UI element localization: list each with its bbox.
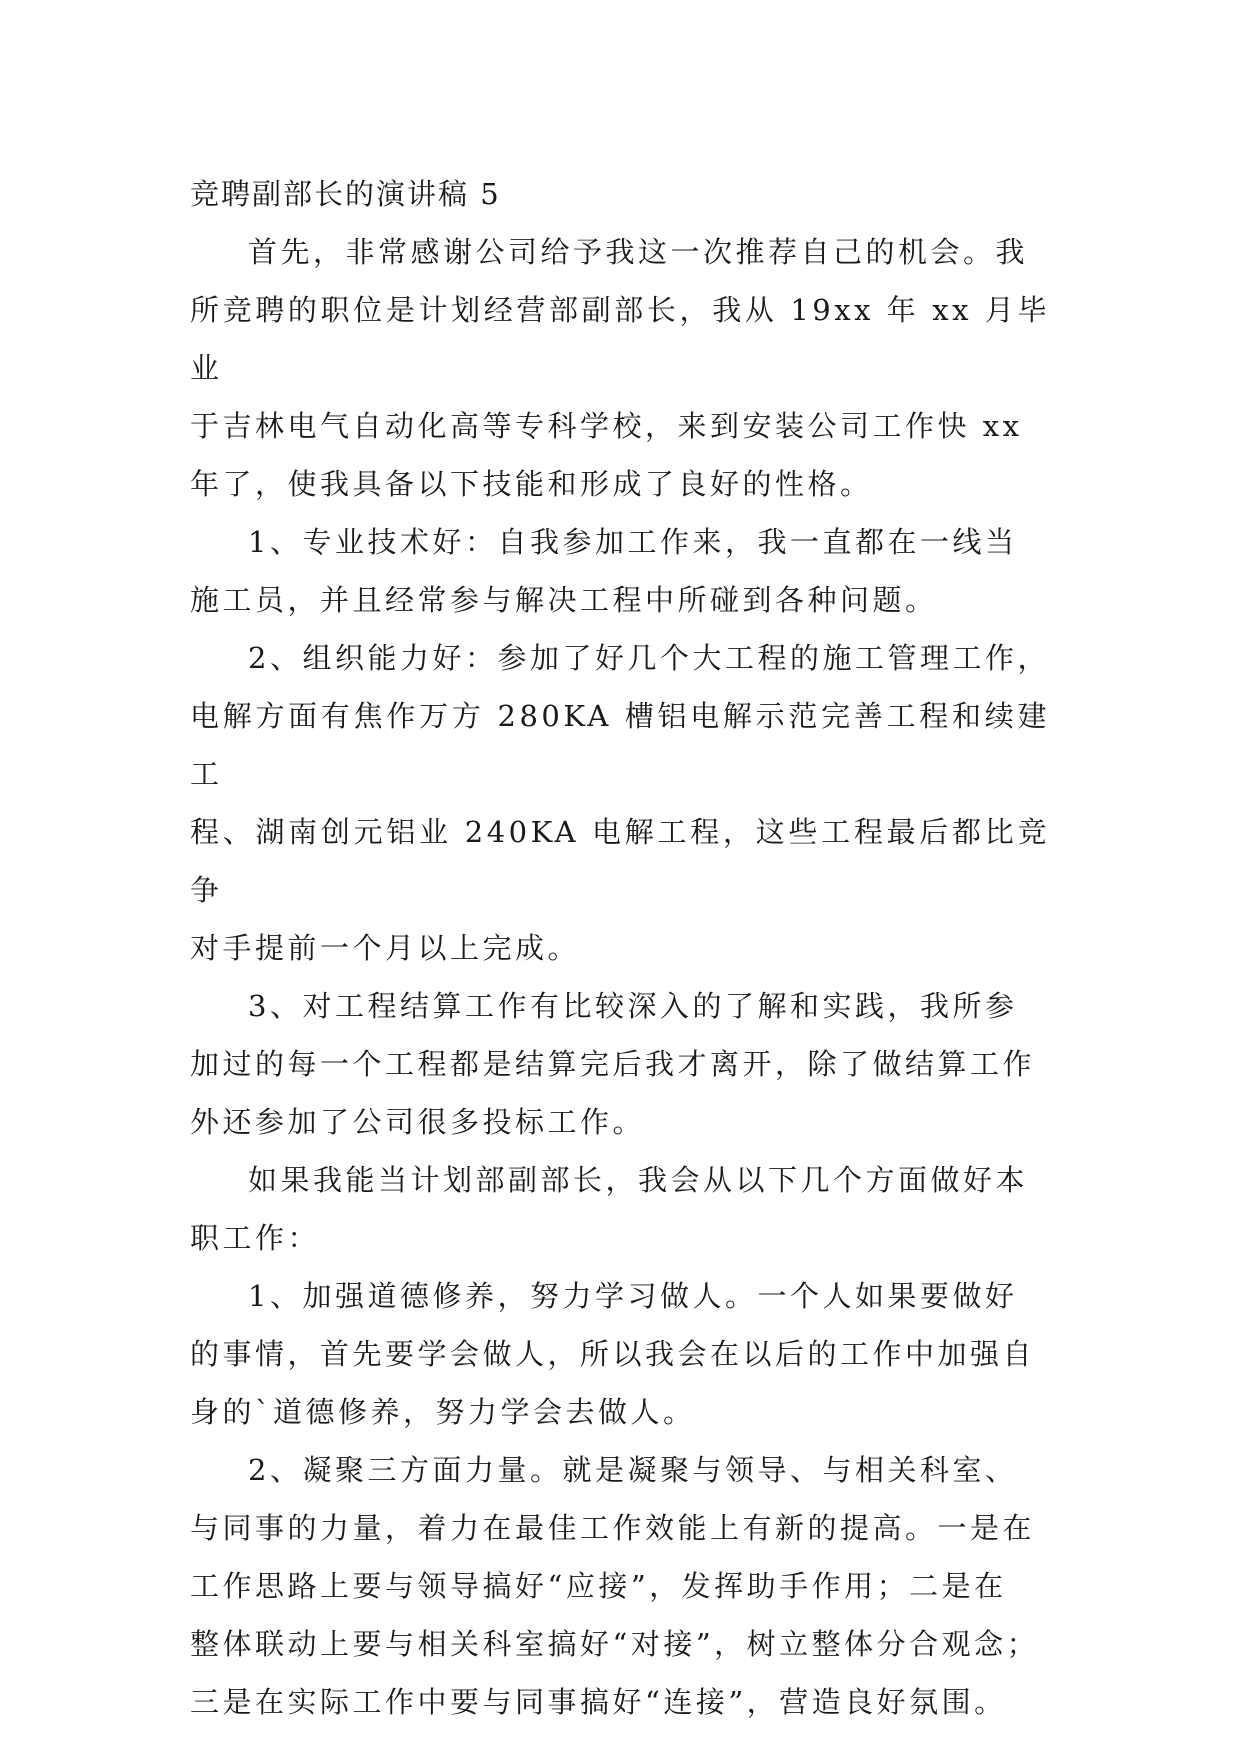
paragraph-plan-1: 1、加强道德修养，努力学习做人。一个人如果要做好 的事情，首先要学会做人，所以我会在以后的工作中加强自 身的`道德修养，努力学会去做人。: [190, 1279, 1036, 1429]
document-title: 竞聘副部长的演讲稿 5: [190, 177, 501, 211]
paragraph-skill-3: 3、对工程结算工作有比较深入的了解和实践，我所参 加过的每一个工程都是结算完后我才离开，除了做结算工作 外还参加了公司很多投标工作。: [190, 989, 1036, 1139]
document-body: [190, 165, 1050, 1731]
paragraph-plan-intro: 如果我能当计划部副部长，我会从以下几个方面做好本 职工作：: [190, 1163, 1029, 1255]
paragraph-skill-1: 1、专业技术好：自我参加工作来，我一直都在一线当 施工员，并且经常参与解决工程中所碰到各种问题。: [190, 525, 1018, 617]
paragraph-intro: 首先，非常感谢公司给予我这一次推荐自己的机会。我 所竞聘的职位是计划经营部副部长，我从 19xx 年 xx 月毕业 于吉林电气自动化高等专科学校，来到安装公司工作快 xx 年了，使我具备以下技能和形成了良好的性格。: [190, 235, 1050, 501]
paragraph-skill-2: 2、组织能力好：参加了好几个大工程的施工管理工作， 电解方面有焦作万方 280KA 槽铝电解示范完善工程和续建工 程、湖南创元铝业 240KA 电解工程，这些工程最后都比竞争 对手提前一个月以上完成。: [190, 641, 1050, 965]
paragraph-plan-2: 2、凝聚三方面力量。就是凝聚与领导、与相关科室、 与同事的力量，着力在最佳工作效能上有新的提高。一是在 工作思路上要与领导搞好“应接”，发挥助手作用；二是在 整体联动上要与相关科室搞好“对接”，树立整体分合观念； 三是在实际工作中要与同事搞好“连接”，营造良好氛围。: [190, 1453, 1040, 1719]
